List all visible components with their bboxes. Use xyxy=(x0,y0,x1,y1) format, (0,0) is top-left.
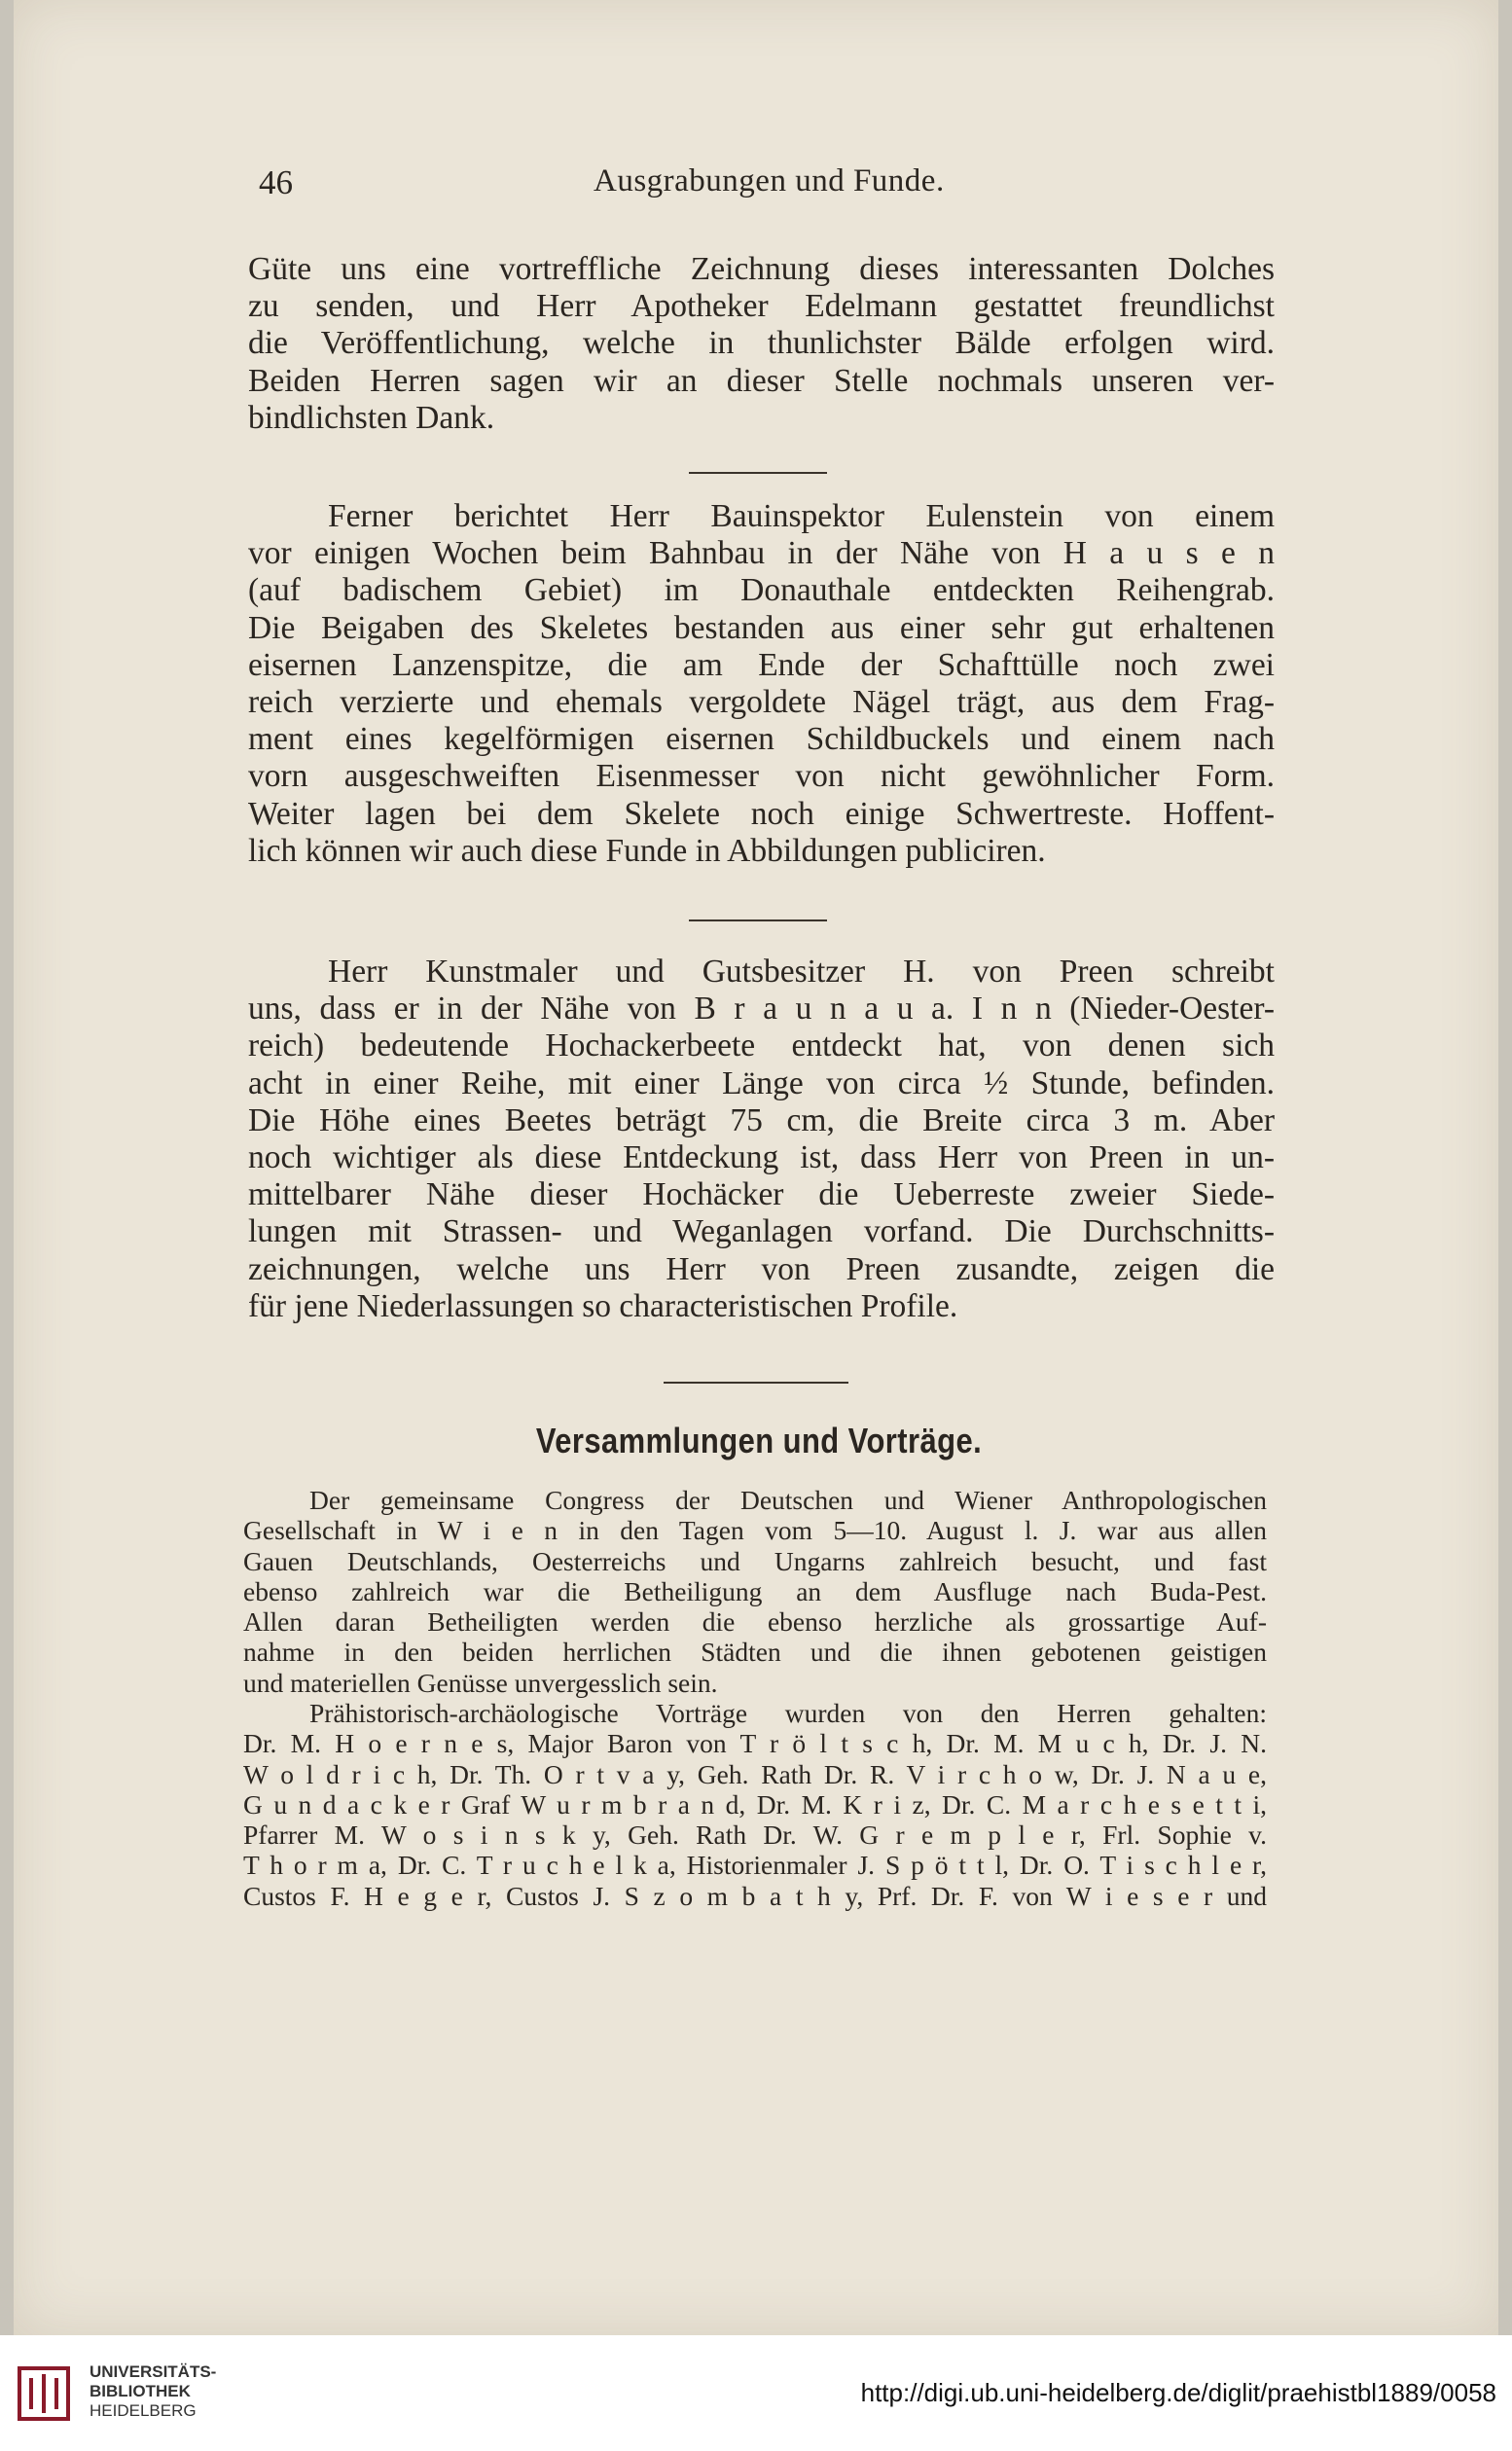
text-line: Custos F. H e g e r, Custos J. S z o m b a t h y, Prf. Dr. F. von W i e s e r und xyxy=(243,1880,1267,1911)
text-line: bindlichsten Dank. xyxy=(248,399,495,436)
text-line: Herr Kunstmaler und Gutsbesitzer H. von Preen schreibt xyxy=(328,954,1275,990)
text-line: Gesellschaft in W i e n in den Tagen vom 5—10. August l. J. war aus allen xyxy=(243,1515,1267,1546)
text-line: zu senden, und Herr Apotheker Edelmann gestattet freundlichst xyxy=(248,288,1275,325)
text-line: Weiter lagen bei dem Skelete noch einige Schwertreste. Hoffent- xyxy=(248,795,1275,832)
text-line: uns, dass er in der Nähe von B r a u n a u a. I n n (Nieder-Oester- xyxy=(248,991,1275,1027)
text-line: mittelbarer Nähe dieser Hochäcker die Ueberreste zweier Siede- xyxy=(248,1176,1275,1213)
text-line: und materiellen Genüsse unvergesslich sein. xyxy=(243,1667,718,1698)
text-line: eisernen Lanzenspitze, die am Ende der Schafttülle noch zwei xyxy=(248,646,1275,683)
paragraph-5 xyxy=(243,1698,1267,1911)
text-line: für jene Niederlassungen so characteristischen Profile. xyxy=(248,1287,958,1324)
separator-rule xyxy=(689,919,827,921)
text-line: acht in einer Reihe, mit einer Länge von circa ½ Stunde, befinden. xyxy=(248,1064,1275,1101)
text-line: ment eines kegelförmigen eisernen Schildbuckels und einem nach xyxy=(248,721,1275,758)
text-line: Gauen Deutschlands, Oesterreichs und Ungarns zahlreich besucht, und fast xyxy=(243,1545,1267,1576)
text-line: Ferner berichtet Herr Bauinspektor Eulenstein von einem xyxy=(328,498,1275,534)
page-number: 46 xyxy=(259,163,293,201)
text-line: noch wichtiger als diese Entdeckung ist, dass Herr von Preen in un- xyxy=(248,1139,1275,1176)
text-line: reich) bedeutende Hochackerbeete entdeckt hat, von denen sich xyxy=(248,1027,1275,1064)
text-line: Die Höhe eines Beetes beträgt 75 cm, die Breite circa 3 m. Aber xyxy=(248,1101,1275,1138)
text-line: lungen mit Strassen- und Weganlagen vorfand. Die Durchschnitts- xyxy=(248,1213,1275,1250)
text-line: Pfarrer M. W o s i n s k y, Geh. Rath Dr. W. G r e m p l e r, Frl. Sophie v. xyxy=(243,1820,1267,1851)
library-name-line: HEIDELBERG xyxy=(90,2401,197,2420)
text-line: Dr. M. H o e r n e s, Major Baron von T r ö l t s c h, Dr. M. M u c h, Dr. J. N. xyxy=(243,1728,1267,1759)
text-line: zeichnungen, welche uns Herr von Preen zusandte, zeigen die xyxy=(248,1250,1275,1287)
paragraph-4 xyxy=(243,1485,1267,1698)
text-line: Die Beigaben des Skeletes bestanden aus einer sehr gut erhaltenen xyxy=(248,609,1275,646)
paragraph-1 xyxy=(248,251,1275,437)
source-url-link[interactable]: http://digi.ub.uni-heidelberg.de/diglit/praehistbl1889/0058 xyxy=(860,2378,1496,2407)
text-line: (auf badischem Gebiet) im Donauthale entdeckten Reihengrab. xyxy=(248,572,1275,609)
text-line: Güte uns eine vortreffliche Zeichnung dieses interessanten Dolches xyxy=(248,251,1275,287)
text-line: die Veröffentlichung, welche in thunlichster Bälde erfolgen wird. xyxy=(248,325,1275,362)
library-name-line: BIBLIOTHEK xyxy=(90,2382,191,2400)
text-line: Prähistorisch-archäologische Vorträge wurden von den Herren gehalten: xyxy=(309,1698,1267,1728)
page-header xyxy=(243,163,1275,212)
text-line: nahme in den beiden herrlichen Städten und die ihnen gebotenen geistigen xyxy=(243,1637,1267,1668)
text-line: G u n d a c k e r Graf W u r m b r a n d, Dr. M. K r i z, Dr. C. M a r c h e s e t t i, xyxy=(243,1788,1267,1820)
text-line: reich verzierte und ehemals vergoldete Nägel trägt, aus dem Frag- xyxy=(248,684,1275,721)
text-line: T h o r m a, Dr. C. T r u c h e l k a, Historienmaler J. S p ö t t l, Dr. O. T i s c h l e r, xyxy=(243,1850,1267,1881)
separator-rule xyxy=(689,472,827,474)
text-line: Der gemeinsame Congress der Deutschen und Wiener Anthropologischen xyxy=(309,1485,1267,1515)
paragraph-2 xyxy=(248,498,1275,870)
paragraph-3 xyxy=(248,954,1275,1325)
library-name xyxy=(90,2362,216,2421)
text-line: Allen daran Betheiligten werden die ebenso herzliche als grossartige Auf- xyxy=(243,1606,1267,1638)
text-line: vor einigen Wochen beim Bahnbau in der Nähe von H a u s e n xyxy=(248,535,1275,572)
separator-rule xyxy=(664,1382,848,1384)
library-name-line: UNIVERSITÄTS- xyxy=(90,2362,217,2381)
text-line: vorn ausgeschweiften Eisenmesser von nicht gewöhnlicher Form. xyxy=(248,758,1275,795)
text-line: ebenso zahlreich war die Betheiligung an dem Ausfluge nach Buda-Pest. xyxy=(243,1575,1267,1606)
text-line: W o l d r i c h, Dr. Th. O r t v a y, Geh. Rath Dr. R. V i r c h o w, Dr. J. N a u e, xyxy=(243,1758,1267,1789)
text-line: Beiden Herren sagen wir an dieser Stelle nochmals unseren ver- xyxy=(248,362,1275,399)
section-heading: Versammlungen und Vorträge. xyxy=(535,1421,983,1460)
running-title: Ausgrabungen und Funde. xyxy=(594,163,945,198)
library-logo-icon xyxy=(18,2364,70,2423)
text-line: lich können wir auch diese Funde in Abbildungen publiciren. xyxy=(248,832,1046,869)
footer-bar xyxy=(0,2335,1512,2451)
